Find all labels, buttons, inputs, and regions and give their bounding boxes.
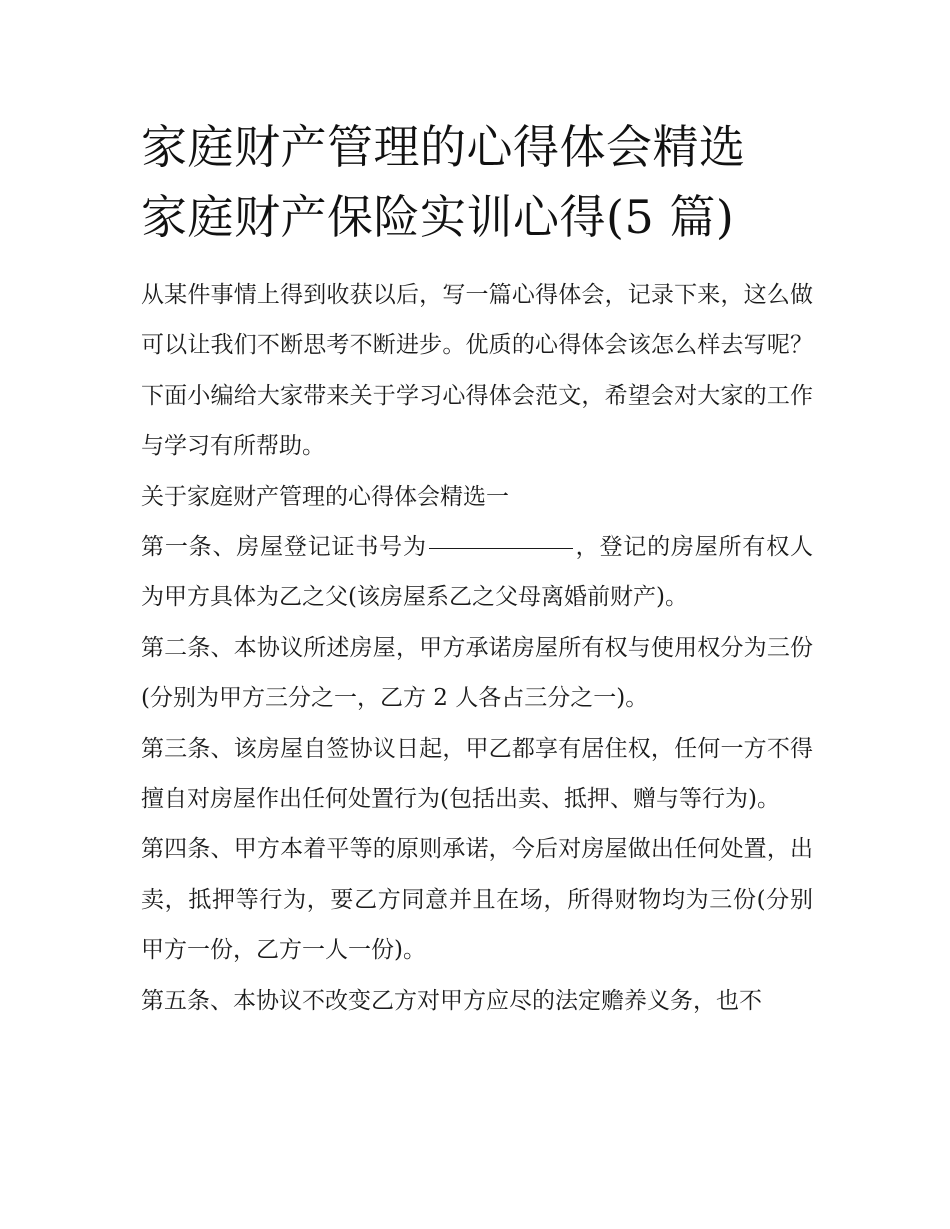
article-1	[141, 522, 813, 623]
document-content	[141, 112, 813, 1026]
intro-paragraph: 从某件事情上得到收获以后，写一篇心得体会，记录下来，这么做可以让我们不断思考不断进步。优质的心得体会该怎么样去写呢？下面小编给大家带来关于学习心得体会范文，希望会对大家的工作与学习有所帮助。	[141, 282, 813, 460]
article-1-text-before-blank: 第一条、房屋登记证书号为	[141, 534, 427, 561]
title-line-1: 家庭财产管理的心得体会精选	[141, 120, 746, 174]
article-2: 第二条、本协议所述房屋，甲方承诺房屋所有权与使用权分为三份(分别为甲方三分之一，乙方 2 人各占三分之一)。	[141, 634, 813, 712]
title-line-2: 家庭财产保险实训心得(5 篇)	[141, 190, 735, 244]
section-heading: 关于家庭财产管理的心得体会精选一	[141, 483, 509, 510]
article-1-text-after-blank: ，登记的房屋所有权人为甲方具体为乙之父(该房屋系乙之父母离婚前财产)。	[141, 534, 814, 611]
certificate-number-blank	[429, 547, 573, 549]
article-3: 第三条、该房屋自签协议日起，甲乙都享有居住权，任何一方不得擅自对房屋作出任何处置行为(包括出卖、抵押、赠与等行为)。	[141, 735, 813, 813]
article-4: 第四条、甲方本着平等的原则承诺，今后对房屋做出任何处置，出卖，抵押等行为，要乙方同意并且在场，所得财物均为三份(分别甲方一份，乙方一人一份)。	[141, 836, 813, 964]
article-5: 第五条、本协议不改变乙方对甲方应尽的法定赡养义务，也不	[141, 987, 762, 1014]
document-title	[141, 112, 813, 252]
document-body	[141, 270, 813, 1026]
